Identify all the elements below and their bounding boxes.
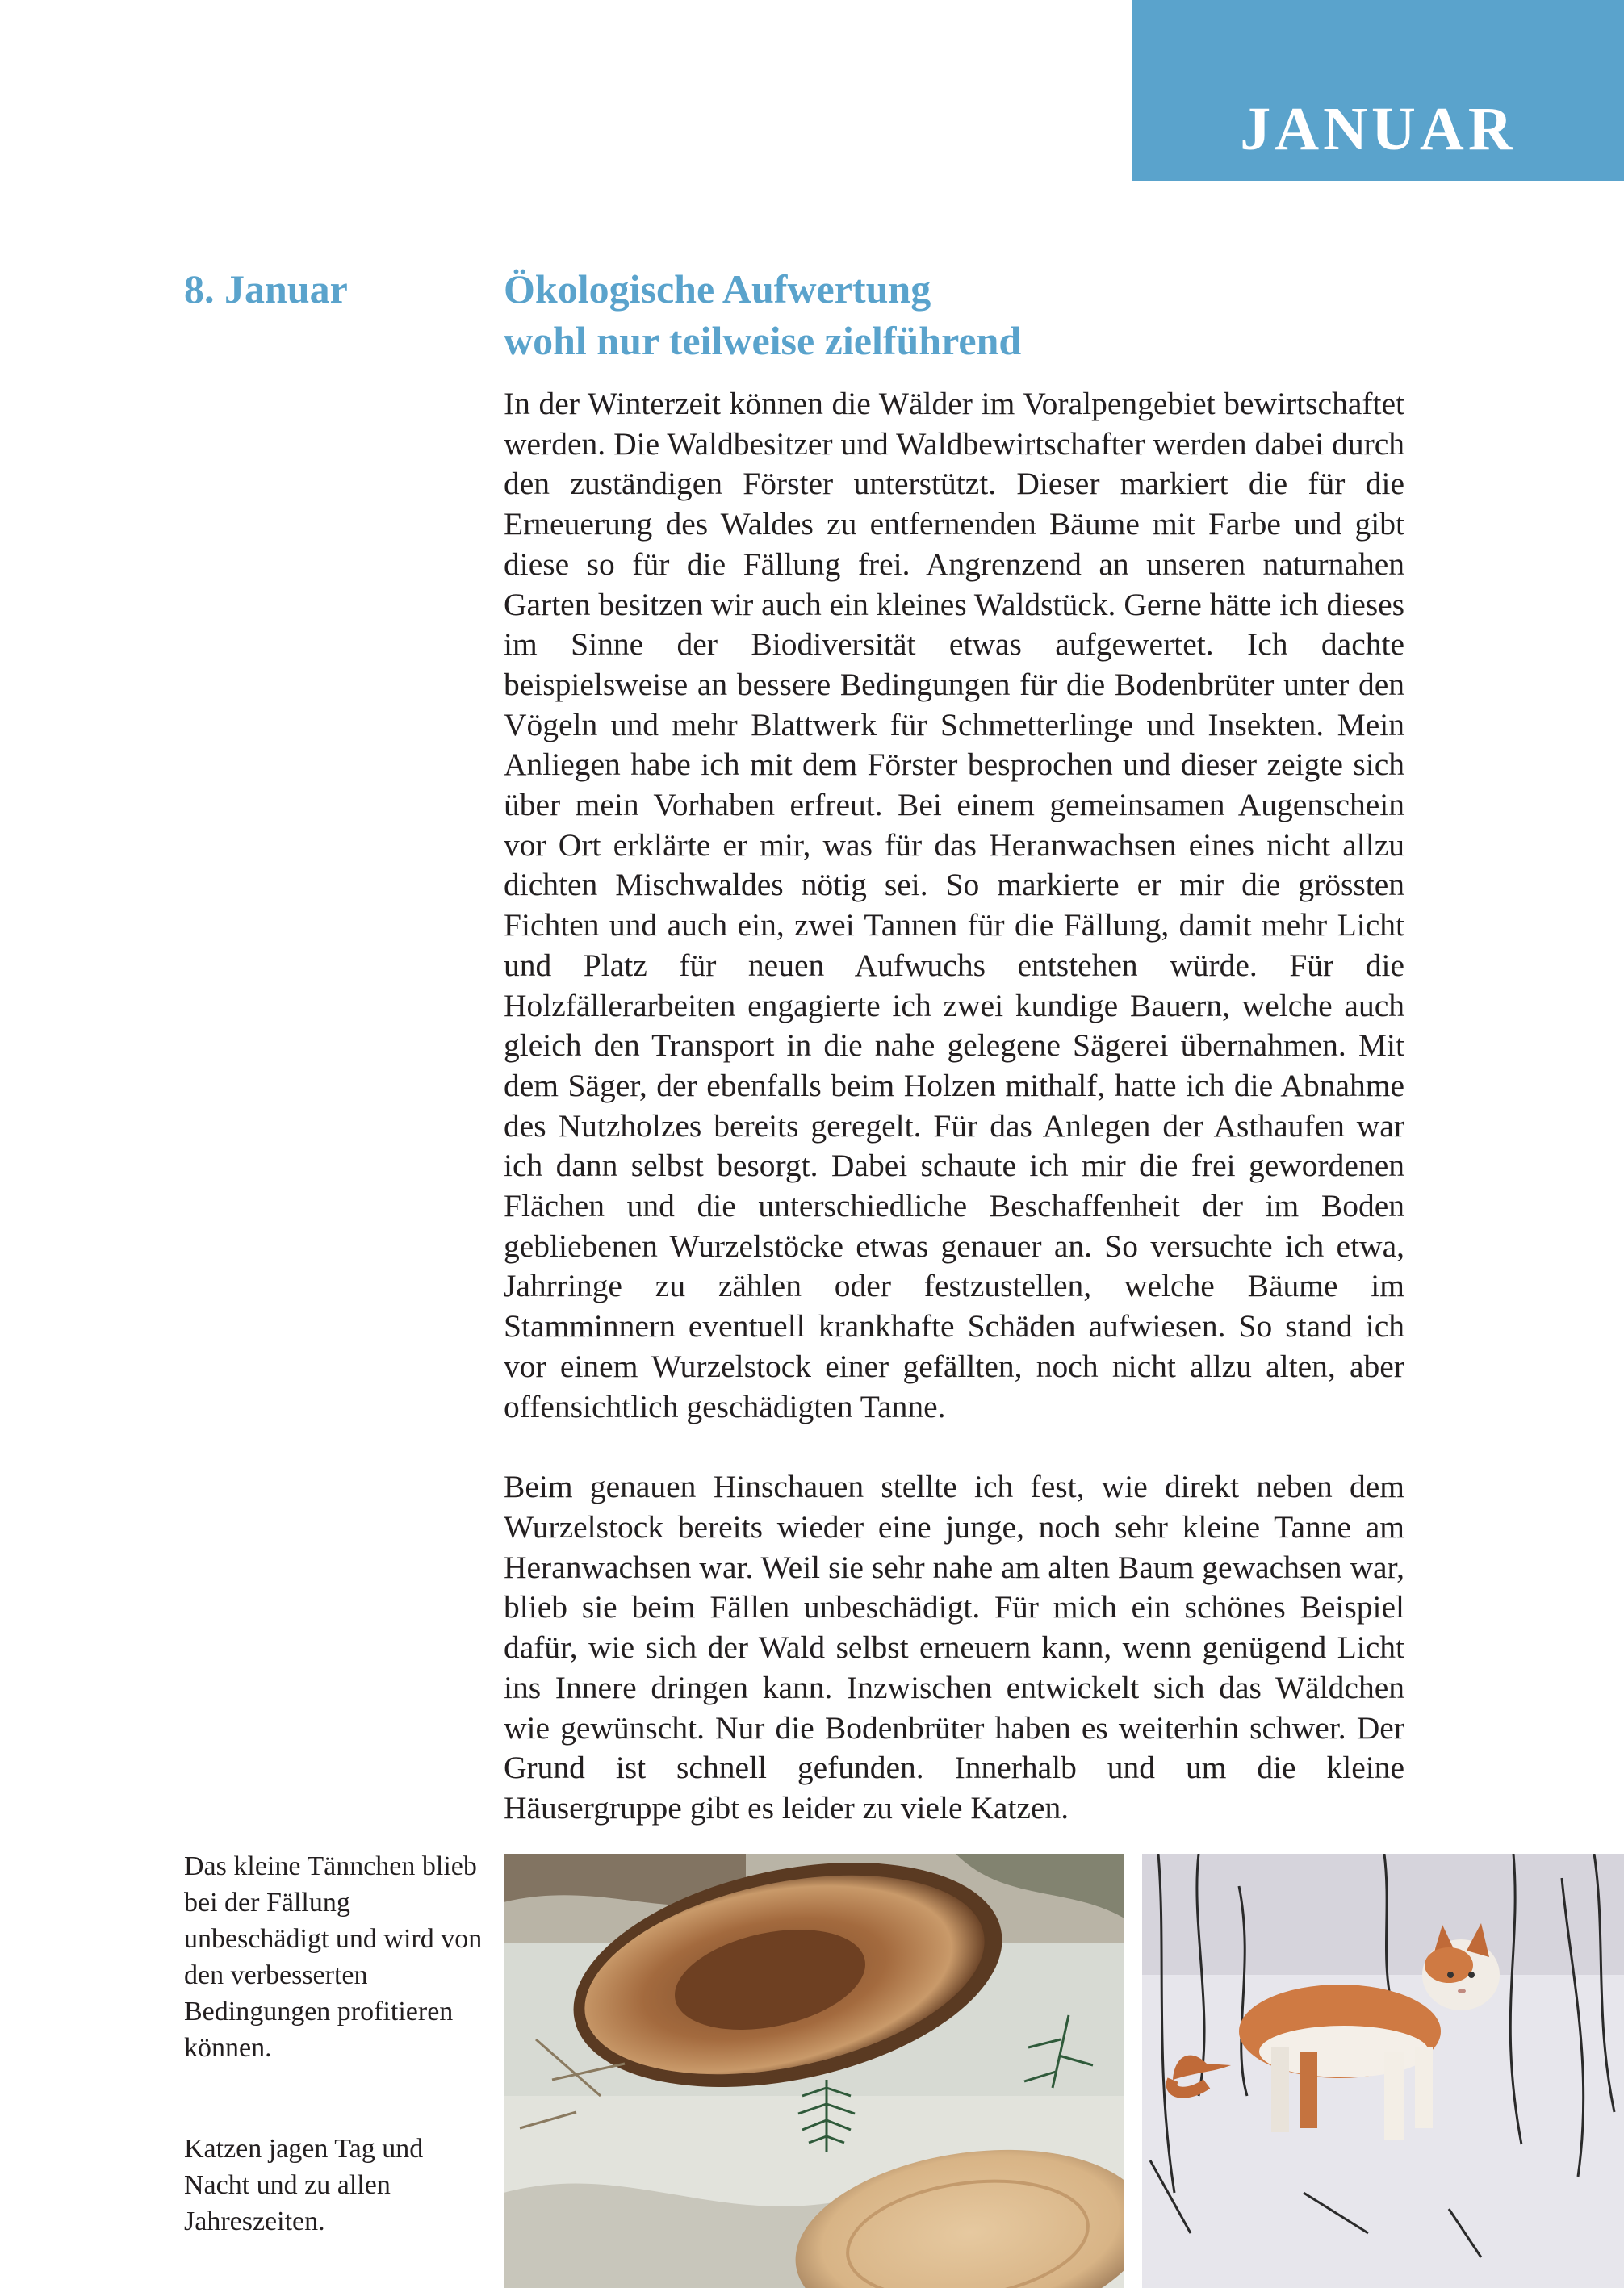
photo-cat-in-snow bbox=[1142, 1854, 1624, 2288]
paragraph-2: Beim genauen Hinschauen stellte ich fest, wie direkt neben dem Wurzelstock bereits wieder eine junge, noch sehr kleine Tanne am Heranwachsen war. Weil sie sehr nahe am alten Baum gewachsen war, blieb sie beim Fällen unbeschädigt. Für mich ein schönes Beispiel dafür, wie sich der Wald selbst erneuern kann, wenn genügend Licht ins Innere dringen kann. Inzwischen entwickelt sich das Wäldchen wie gewünscht. Nur die Bodenbrüter haben es weiterhin schwer. Der Grund ist schnell gefunden. Innerhalb und um die kleine Häusergruppe gibt es leider zu viele Katzen. bbox=[504, 1469, 1404, 1826]
month-banner bbox=[1132, 0, 1624, 181]
entry-title-line-2: wohl nur teilweise zielführend bbox=[504, 318, 1022, 363]
caption-fir-seedling: Das kleine Tännchen blieb bei der Fällung unbeschädigt und wird von den verbesserten Bedingungen profitieren können. bbox=[184, 1851, 483, 2063]
month-title: JANUAR bbox=[1240, 95, 1517, 163]
entry-title-line-1: Ökologische Aufwertung bbox=[504, 266, 931, 312]
paragraph-1: In der Winterzeit können die Wälder im Voralpengebiet bewirtschaftet werden. Die Waldbesitzer und Waldbewirtschafter werden dabei durch den zuständigen Förster unterstützt. Dieser markiert die für die Erneuerung des Waldes zu entfernenden Bäume mit Farbe und gibt diese so für die Fällung frei. Angrenzend an unseren naturnahen Garten besitzen wir auch ein kleines Waldstück. Gerne hätte ich dieses im Sinne der Biodiversität etwas aufgewertet. Ich dachte beispielsweise an bessere Bedingungen für die Bodenbrüter unter den Vögeln und mehr Blattwerk für Schmetterlinge und Insekten. Mein Anliegen habe ich mit dem Förster besprochen und dieser zeigte sich über mein Vorhaben erfreut. Bei einem gemeinsamen Augenschein vor Ort erklärte er mir, was für das Heranwachsen eines nicht allzu dichten Mischwaldes nötig sei. So markierte er mir die grössten Fichten und auch ein, zwei Tannen für die Fällung, damit mehr Licht und Platz für neuen Aufwuchs entstehen würde. Für die Holzfällerarbeiten engagierte ich zwei kundige Bauern, welche auch gleich den Transport in die nahe gelegene Sägerei übernahmen. Mit dem Säger, der ebenfalls beim Holzen mithalf, hatte ich die Abnahme des Nutzholzes bereits geregelt. Für das Anlegen der Asthaufen war ich dann selbst besorgt. Dabei schaute ich mir die frei gewordenen Flächen und die unterschiedliche Beschaffenheit der im Boden gebliebenen Wurzelstöcke etwas genauer an. So versuchte ich etwa, Jahrringe zu zählen oder festzustellen, welche Bäume im Stamminnern eventuell krankhafte Schäden aufwiesen. So stand ich vor einem Wurzelstock einer gefällten, noch nicht allzu alten, aber offensichtlich geschädigten Tanne. bbox=[504, 386, 1404, 1424]
entry-title bbox=[504, 263, 1432, 366]
entry-date: 8. Januar bbox=[184, 266, 348, 312]
photo-tree-stump bbox=[504, 1854, 1124, 2288]
caption-cats: Katzen jagen Tag und Nacht und zu allen Jahreszeiten. bbox=[184, 2134, 424, 2236]
article-body bbox=[504, 384, 1404, 1829]
